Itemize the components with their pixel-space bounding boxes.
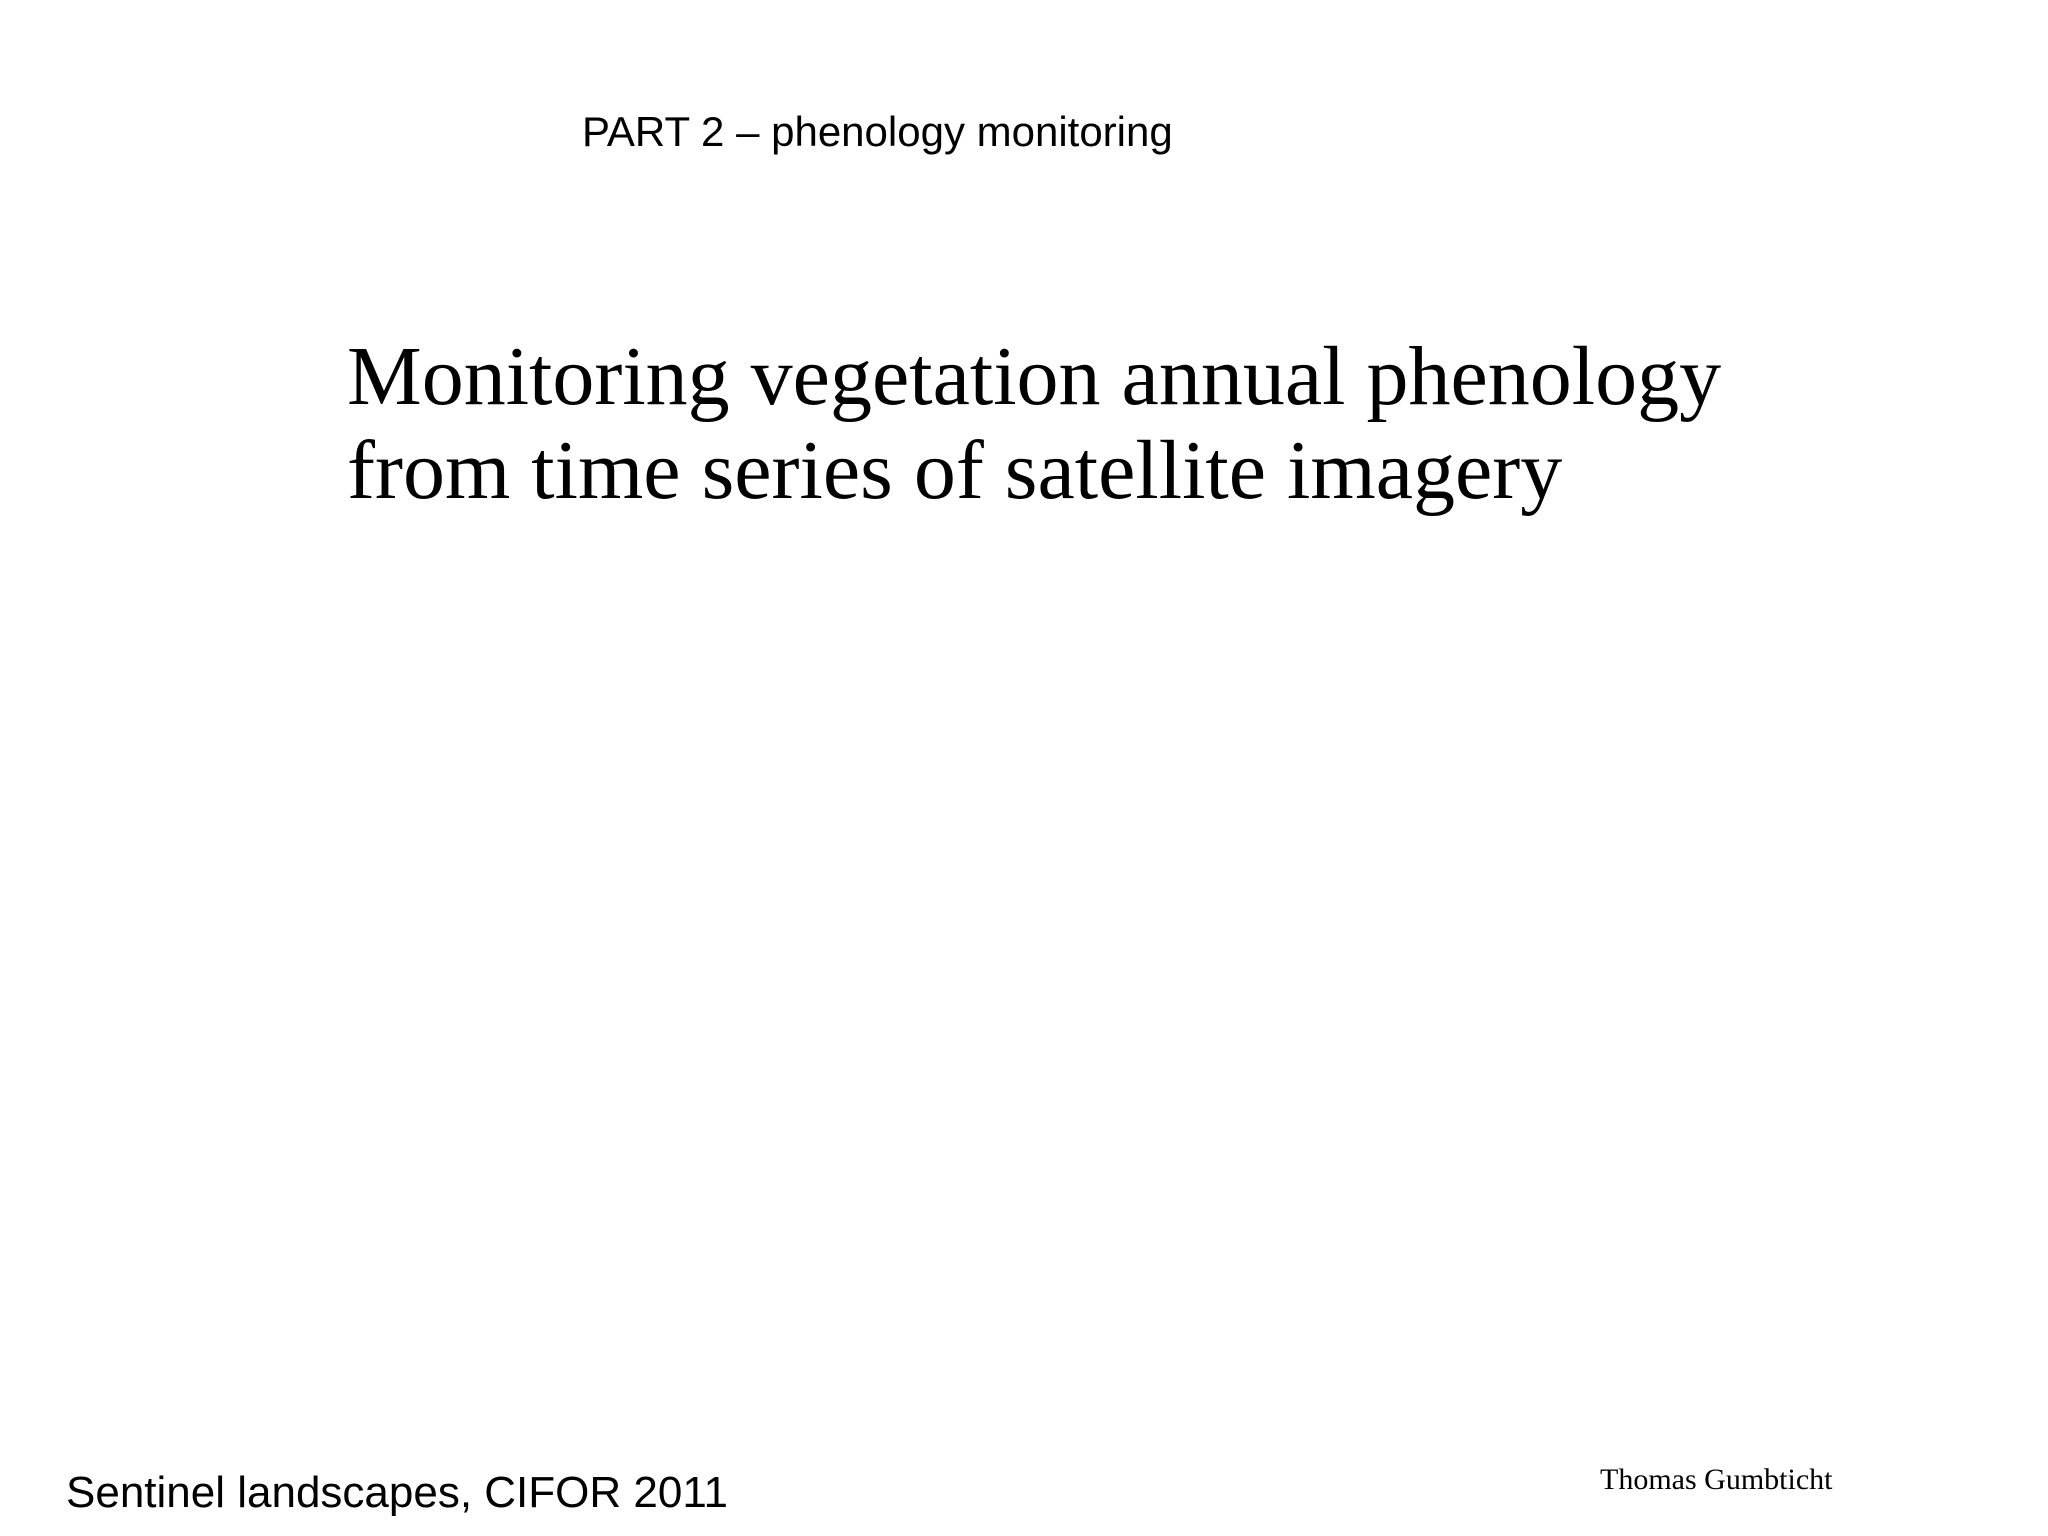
title-line-2: from time series of satellite imagery (347, 424, 1563, 517)
footer-event: Sentinel landscapes, CIFOR 2011 (66, 1468, 728, 1517)
part-heading: PART 2 – phenology monitoring (582, 108, 1173, 155)
main-title (347, 330, 1721, 518)
footer-author: Thomas Gumbticht (1600, 1463, 1833, 1496)
title-line-1: Monitoring vegetation annual phenology (347, 330, 1722, 423)
